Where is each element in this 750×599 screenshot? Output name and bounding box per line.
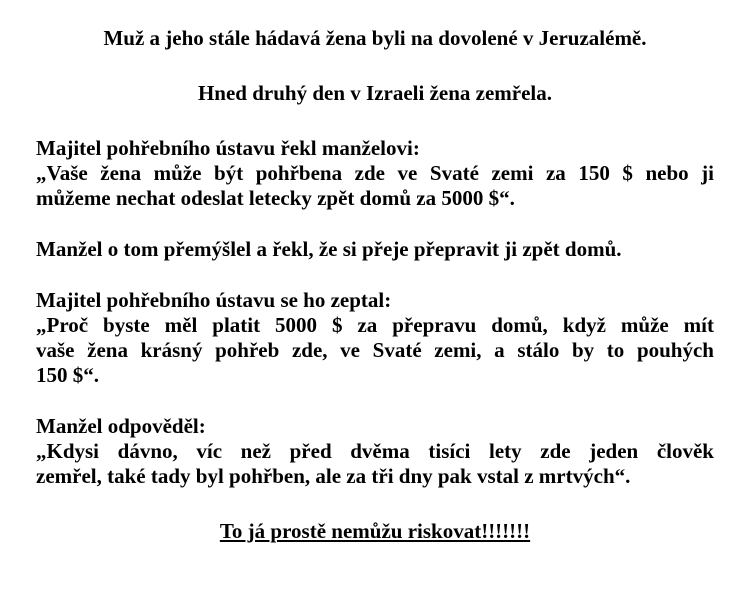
death-line: Hned druhý den v Izraeli žena zemřela. xyxy=(197,81,553,105)
answer-quote-line-1: „Kdysi dávno, víc než před dvěma tisíci lety zde jeden člověk xyxy=(36,439,714,463)
undertaker-speaker: Majitel pohřebního ústavu řekl manželovi: xyxy=(36,136,420,160)
answer-quote-line-2: zemřel, také tady byl pohřben, ale za tři dny pak vstal z mrtvých“. xyxy=(36,464,631,488)
paragraph-undertaker-offer xyxy=(36,136,714,211)
intro-line: Muž a jeho stále hádavá žena byli na dovolené v Jeruzalémě. xyxy=(103,26,647,50)
question-quote-line-2: vaše žena krásný pohřeb zde, ve Svaté zemi, a stálo by to pouhých xyxy=(36,338,714,362)
husband-decision: Manžel o tom přemýšlel a řekl, že si přeje přepravit ji zpět domů. xyxy=(36,237,622,261)
undertaker-quote-line-2: můžeme nechat odeslat letecky zpět domů za 5000 $“. xyxy=(36,186,515,210)
answer-speaker: Manžel odpověděl: xyxy=(36,414,206,438)
paragraph-undertaker-question xyxy=(36,288,714,388)
question-quote-line-3: 150 $“. xyxy=(36,363,99,387)
question-speaker: Majitel pohřebního ústavu se ho zeptal: xyxy=(36,288,392,312)
punchline-text: To já prostě nemůžu riskovat!!!!!!! xyxy=(219,519,531,543)
paragraph-husband-answer xyxy=(36,414,714,489)
question-quote-line-1: „Proč byste měl platit 5000 $ za přepravu domů, když může mít xyxy=(36,313,714,337)
undertaker-quote-line-1: „Vaše žena může být pohřbena zde ve Svaté zemi za 150 $ nebo ji xyxy=(36,161,714,185)
punchline xyxy=(36,519,714,544)
